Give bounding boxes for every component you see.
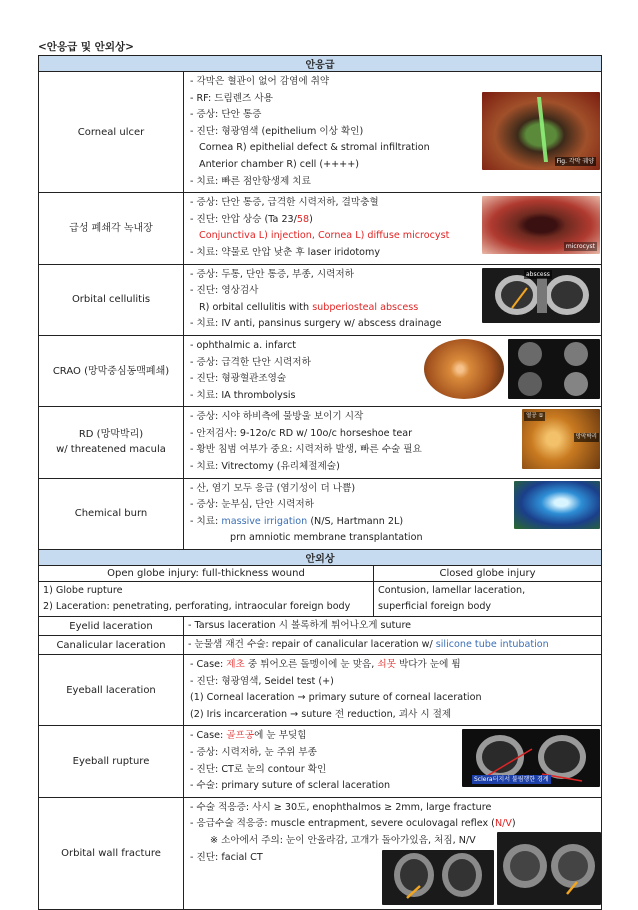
row-name-orbital-cellulitis: Orbital cellulitis bbox=[39, 264, 184, 335]
text-seg: - 진단: 안압 상승 (Ta 23/ bbox=[190, 213, 297, 225]
text-seg: 에 눈 부딪힘 bbox=[254, 730, 307, 742]
photo-label: Fig. 각막 궤양 bbox=[556, 158, 594, 165]
text-line: (2) Iris incarceration → suture 전 reduction, 괴사 시 절제 bbox=[190, 708, 452, 720]
open-globe-header: Open globe injury: full-thickness wound bbox=[39, 566, 374, 582]
row-content-chemical-burn bbox=[184, 478, 602, 549]
text-seg: 박다가 눈에 튐 bbox=[395, 659, 461, 671]
row-content-corneal-ulcer bbox=[184, 72, 602, 193]
highlight-red: subperiosteal abscess bbox=[312, 301, 419, 313]
row-content-eyelid: - Tarsus laceration 시 볼록하게 튀어나오게 suture bbox=[184, 617, 602, 636]
corneal-ulcer-photo bbox=[482, 92, 600, 170]
text-line: - 황반 침범 여부가 중요: 시력저하 발생, 빠른 수술 필요 bbox=[190, 444, 422, 456]
orbital-ct-image bbox=[482, 268, 600, 323]
open-globe-types bbox=[39, 582, 374, 617]
row-name-eyelid: Eyelid laceration bbox=[39, 617, 184, 636]
rd-subtitle: w/ threatened macula bbox=[56, 444, 166, 456]
fracture-ct-svg bbox=[382, 850, 494, 905]
text-seg: - Case: bbox=[190, 659, 227, 671]
text-line: - 치료: Vitrectomy (유리체절제술) bbox=[190, 461, 340, 473]
text-line: - 치료: IA thrombolysis bbox=[190, 389, 296, 401]
crao-fundus-photo bbox=[424, 339, 504, 399]
summary-table bbox=[38, 55, 602, 910]
text-line bbox=[190, 816, 597, 833]
text-line: Anterior chamber R) cell (++++) bbox=[199, 158, 360, 170]
rd-title: RD (망막박리) bbox=[78, 429, 144, 441]
section-header-emergency: 안응급 bbox=[39, 56, 602, 72]
text-line bbox=[190, 657, 597, 674]
text-line: - 증상: 단안 통증, 급격한 시력저하, 결막충혈 bbox=[190, 197, 379, 209]
eyeball-rupture-ct bbox=[462, 729, 600, 787]
row-name-eyeball-rupture: Eyeball rupture bbox=[39, 726, 184, 797]
text-line: - 안저검사: 9-12o/c RD w/ 10o/c horseshoe tear bbox=[190, 427, 413, 439]
text-line: prn amniotic membrane transplantation bbox=[230, 532, 423, 544]
row-content-canalicular bbox=[184, 636, 602, 655]
text-line: Contusion, lamellar laceration, bbox=[378, 585, 526, 597]
text-seg: (N/S, Hartmann 2L) bbox=[307, 515, 404, 527]
highlight-red: 쇠못 bbox=[377, 659, 396, 671]
closed-globe-types bbox=[374, 582, 602, 617]
row-name-rd bbox=[39, 407, 184, 478]
row-content-crao bbox=[184, 335, 602, 406]
text-line: - 증상: 두통, 단안 통증, 부종, 시력저하 bbox=[190, 268, 354, 280]
closed-globe-header: Closed globe injury bbox=[374, 566, 602, 582]
photo-label: microcyst bbox=[565, 243, 595, 251]
text-line: - 각막은 혈관이 없어 감염에 취약 bbox=[190, 76, 330, 87]
photo-label: 망막박리 bbox=[575, 434, 597, 441]
row-name-orbital-fracture: Orbital wall fracture bbox=[39, 797, 184, 909]
text-line: - 수술 적응증: 사시 ≥ 30도, enophthalmos ≥ 2mm, large fracture bbox=[190, 801, 492, 813]
rd-fundus-photo bbox=[522, 409, 600, 469]
text-line: - 진단: CT로 눈의 contour 확인 bbox=[190, 763, 327, 775]
angiography-svg bbox=[508, 339, 600, 399]
text-line: - 증상: 시력저하, 눈 주위 부종 bbox=[190, 747, 317, 758]
orbital-fracture-ct-2 bbox=[497, 832, 601, 905]
text-line: - 증상: 급격한 단안 시력저하 bbox=[190, 356, 311, 368]
text-line: 1) Globe rupture bbox=[43, 585, 123, 597]
text-line: - 진단: 형광혈관조영술 bbox=[190, 373, 287, 385]
highlight-red: N/V bbox=[494, 818, 512, 830]
text-line: superficial foreign body bbox=[378, 601, 492, 613]
text-line: - 증상: 시야 하비측에 물방울 보이기 시작 bbox=[190, 411, 364, 423]
row-name-canalicular: Canalicular laceration bbox=[39, 636, 184, 655]
orbital-fracture-ct-1 bbox=[382, 850, 494, 905]
text-seg: ) bbox=[511, 818, 516, 830]
highlight-blue: silicone tube intubation bbox=[435, 639, 549, 651]
text-seg: - 눈물샘 재건 수술: repair of canalicular laceration w/ bbox=[188, 639, 436, 651]
text-line: ※ 소아에서 주의: 눈이 안올라감, 고개가 돌아가있음, 처짐, N/V bbox=[210, 834, 476, 846]
text-seg: - 치료: bbox=[190, 515, 222, 527]
text-line: - 진단: 영상검사 bbox=[190, 285, 259, 297]
row-name-crao: CRAO (망막중심동맥폐쇄) bbox=[39, 335, 184, 406]
crao-angiography-grid bbox=[508, 339, 600, 399]
text-line: - 산, 염기 모두 응급 (염기성이 더 나쁨) bbox=[190, 482, 356, 494]
text-line: - 진단: 형광염색, Seidel test (+) bbox=[190, 675, 334, 687]
row-content-eyeball-laceration bbox=[184, 655, 602, 726]
glaucoma-eye-photo bbox=[482, 196, 600, 254]
text-line: - 진단: 형광염색 (epithelium 이상 확인) bbox=[190, 125, 364, 137]
row-content-orbital-cellulitis bbox=[184, 264, 602, 335]
row-name-chemical-burn: Chemical burn bbox=[39, 478, 184, 549]
highlight-red: 58 bbox=[296, 213, 310, 225]
fracture-ct-svg bbox=[497, 832, 601, 905]
row-name-corneal-ulcer: Corneal ulcer bbox=[39, 72, 184, 193]
page-title: <안응급 및 안외상> bbox=[38, 41, 134, 53]
text-line: Conjunctiva L) injection, Cornea L) diffuse microcyst bbox=[199, 230, 450, 242]
text-seg: 중 튀어오른 돌멩이에 눈 맞음, bbox=[244, 659, 378, 671]
text-line: - 치료: IV anti, pansinus surgery w/ abscess drainage bbox=[190, 318, 442, 330]
highlight-blue: massive irrigation bbox=[221, 515, 308, 527]
photo-label: Sclera터지서 불림행한 경계 bbox=[474, 776, 549, 784]
text-line: (1) Corneal laceration → primary suture of corneal laceration bbox=[190, 692, 482, 704]
text-line: Cornea R) epithelial defect & stromal infiltration bbox=[199, 142, 430, 154]
text-line: 2) Laceration: penetrating, perforating, intraocular foreign body bbox=[43, 601, 351, 613]
text-seg: - 응급수술 적응증: muscle entrapment, severe oculovagal reflex ( bbox=[190, 818, 495, 830]
text-line: - 증상: 눈부심, 단안 시력저하 bbox=[190, 499, 314, 511]
text-line: - 치료: 약물로 안압 낮춘 후 laser iridotomy bbox=[190, 246, 380, 258]
text-line: - ophthalmic a. infarct bbox=[190, 339, 297, 351]
text-line: - 수술: primary suture of scleral laceration bbox=[190, 780, 391, 792]
section-header-trauma: 안외상 bbox=[39, 550, 602, 566]
photo-label: abscess bbox=[526, 270, 550, 278]
row-name-eyeball-laceration: Eyeball laceration bbox=[39, 655, 184, 726]
row-content-glaucoma bbox=[184, 193, 602, 264]
row-name-glaucoma: 급성 폐쇄각 녹내장 bbox=[39, 193, 184, 264]
row-content-eyeball-rupture bbox=[184, 726, 602, 797]
row-content-orbital-fracture bbox=[184, 797, 602, 909]
highlight-red: 골프공 bbox=[226, 730, 255, 742]
text-seg: ) bbox=[309, 213, 313, 225]
photo-label: 열공 ① bbox=[526, 413, 544, 420]
highlight-red: 제초 bbox=[226, 659, 245, 671]
chemical-burn-photo bbox=[514, 481, 600, 529]
text-seg: R) orbital cellulitis with bbox=[199, 301, 313, 313]
text-line: - 치료: 빠른 점안항생제 치료 bbox=[190, 175, 311, 187]
text-seg: - Case: bbox=[190, 730, 227, 742]
text-line: - 진단: facial CT bbox=[190, 851, 263, 863]
text-line: - RF: 드림렌즈 사용 bbox=[190, 92, 273, 104]
row-content-rd bbox=[184, 407, 602, 478]
text-line: - 증상: 단안 통증 bbox=[190, 109, 262, 121]
